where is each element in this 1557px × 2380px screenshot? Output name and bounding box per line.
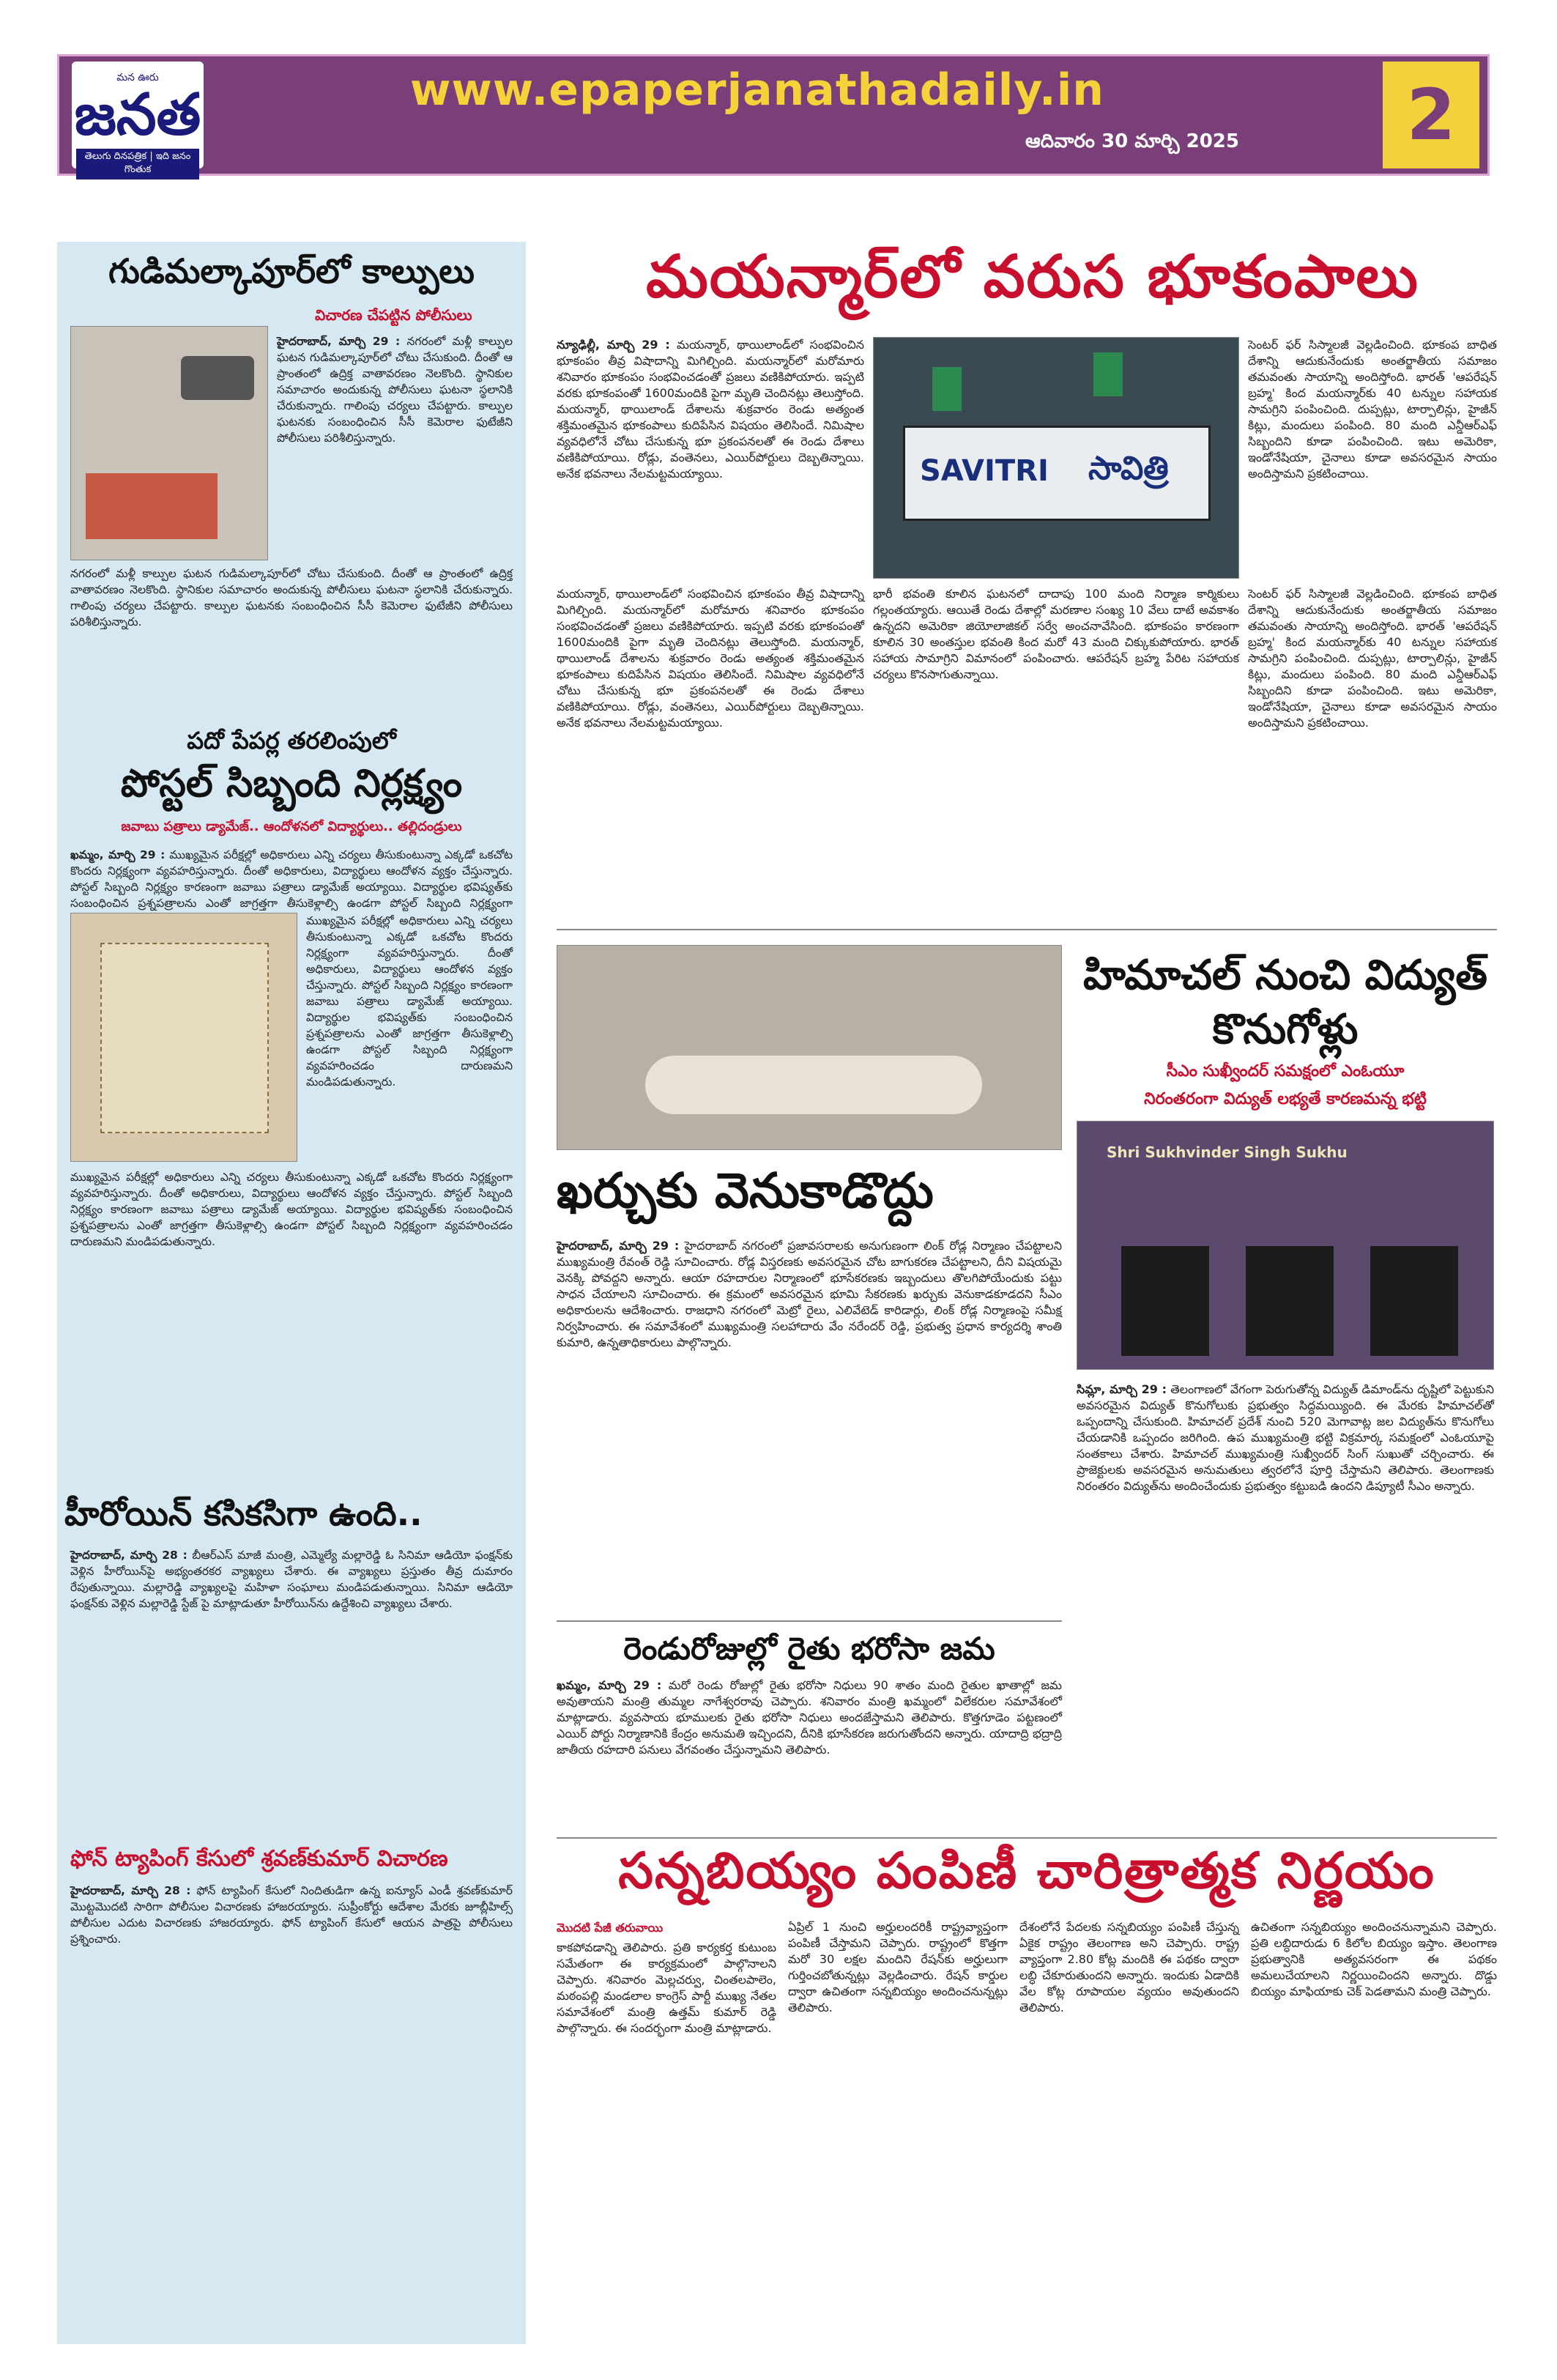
rice-kicker: మొదటి పేజీ తరువాయి [557, 1921, 664, 1935]
story1-body-top: హైదరాబాద్, మార్చి 29 : నగరంలో మళ్లీ కాల్పుల ఘటన గుడిమల్కాపూర్‌లో చోటు చేసుకుంది. దీంతో ఆ ప్రాంతంలో ఉద్రిక్త వాతావరణం నెలకొంది. స్థానికుల సమాచారం అందుకున్న పోలీసులు ఘటనా స్థలానికి చేరుకున్నారు. గాలింపు చర్యలు చేపట్టారు. కాల్పుల ఘటనకు సంబంధించిన సీసీ కెమెరాల ఫుటేజీని పోలీసులు పరిశీలిస్తున్నారు. [277, 335, 513, 445]
himachal-sub1: సీఎం సుఖ్వీందర్ సమక్షంలో ఎంఓయూ [1166, 1062, 1405, 1080]
himachal-body: సిమ్లా, మార్చి 29 : తెలంగాణలో వేగంగా పెరుగుతోన్న విద్యుత్ డిమాండ్‌ను దృష్టిలో పెట్టుకుని అవసరమైన విద్యుత్ కొనుగోలుకు ప్రభుత్వం సిద్ధమయ్యింది. ఈ మేరకు హిమాచల్‌తో ఒప్పందాన్ని చేసుకుంది. హిమాచల్ ప్రదేశ్ నుంచి 520 మెగావాట్ల జల విద్యుత్‌ను కొనుగోలు చేయడానికి ఒప్పందం జరిగింది. ఉప ముఖ్యమంత్రి భట్టి విక్రమార్క సమక్షంలో ఎంఓయూపై సంతకాలు చేశారు. హిమాచల్ ముఖ్యమంత్రి సుఖ్వీందర్ సింగ్ సుఖుతో చర్చించారు. ఈ ప్రాజెక్టులకు అవసరమైన అనుమతులు త్వరలోనే పూర్తి చేస్తామని తెలిపారు. తెలంగాణకు నిరంతరం విద్యుత్‌ను అందించేందుకు ప్రభుత్వం కట్టుబడి ఉందని డిప్యూటీ సీఎం అన్నారు. [1077, 1382, 1494, 1493]
ship-name-te: సావిత్రి [1088, 450, 1169, 487]
myanmar-col2: భారీ భవంతి కూలిన ఘటనలో దాదాపు 100 మంది నిర్మాణ కార్మికులు గల్లంతయ్యారు. ఆయితే రెండు దేశాల్లో మరణాల సంఖ్య 10 వేలు దాటే అవకాశం ఉన్నదని అమెరికా జియోలాజికల్ సర్వే అంచనావేసింది. భూకంపం కారణంగా కూలిన 30 అంతస్తుల భవంతి కింద మరో 43 మంది చిక్కుకుపోయారు. భారత్ సహాయ సామాగ్రిని విమానంలో పంపించారు. ఆపరేషన్ బ్రహ్మ పేరిట సహాయక చర్యలు కొనసాగుతున్నాయి. [873, 587, 1239, 681]
gun-shape [181, 356, 254, 400]
story2-lead: ఖమ్మం, మార్చి 29 : ముఖ్యమైన పరీక్షల్లో అధికారులు ఎన్ని చర్యలు తీసుకుంటున్నా ఎక్కడో ఒకచోట కొందరు నిర్లక్ష్యంగా వ్యవహరిస్తున్నారు. దీంతో అధికారులు, విద్యార్థులు ఆందోళన వ్యక్తం చేస్తున్నారు. పోస్టల్ సిబ్బంది నిర్లక్ష్యం కారణంగా జవాబు పత్రాలు డ్యామేజ్ అయ్యాయి. విద్యార్థుల భవిష్యత్‌కు సంబంధించిన ప్రశ్నపత్రాలను ఎంతో జాగ్రత్తగా తీసుకెళ్లాల్సి ఉండగా పోస్టల్ సిబ్బంది నిర్లక్ష్యంగా [70, 848, 513, 910]
logo-name: జనత [74, 81, 201, 148]
meeting-table [645, 1056, 982, 1114]
rice-col1: కాకపోవడాన్ని తెలిపారు. ప్రతి కార్యకర్త కుటుంబ సమేతంగా ఈ కార్యక్రమంలో పాల్గొనాలని చెప్పారు. శనివారం మెల్లచర్వు, చింతలపాలెం, మఠంపల్లి మండలాల కాంగ్రెస్ పార్టీ ముఖ్య నేతల సమావేశంలో మంత్రి ఉత్తమ్ కుమార్ రెడ్డి పాల్గొన్నారు. ఈ సందర్భంగా మంత్రి మాట్లాడారు. [557, 1940, 776, 2035]
story3-body: హైదరాబాద్, మార్చి 28 : బీఆర్‌ఎస్ మాజీ మంత్రి, ఎమ్మెల్యే మల్లారెడ్డి ఓ సినిమా ఆడియో ఫంక్షన్‌కు వెళ్లిన హీరోయిన్‌పై అభ్యంతరకర వ్యాఖ్యలు చేశారు. ఈ వ్యాఖ్యలు ప్రస్తుతం తీవ్ర దుమారం రేపుతున్నాయి. మల్లారెడ్డి వ్యాఖ్యలపై మహిళా సంఘాలు మండిపడుతున్నాయి. సినిమా ఆడియో ఫంక్షన్‌కు వెళ్లిన మల్లారెడ్డి స్టేజ్ పై మాట్లాడుతూ హీరోయిన్‌ను ఉద్దేశించి వ్యాఖ్యలు చేశారు. [70, 1549, 513, 1610]
rice-col2: ఏప్రిల్ 1 నుంచి అర్హులందరికీ రాష్ట్రవ్యాప్తంగా పంపిణీ చేస్తామని చెప్పారు. రాష్ట్రంలో కొత్తగా మరో 30 లక్షల మందిని రేషన్‌కు అర్హులుగా గుర్తించబోతున్నట్లు వెల్లడించారు. రేషన్ కార్డుల ద్వారా ఉచితంగా సన్నబియ్యం అందించనున్నట్లు తెలిపారు. [788, 1920, 1008, 2014]
story1-body: నగరంలో మళ్లీ కాల్పుల ఘటన గుడిమల్కాపూర్‌లో చోటు చేసుకుంది. దీంతో ఆ ప్రాంతంలో ఉద్రిక్త వాతావరణం నెలకొంది. స్థానికుల సమాచారం అందుకున్న పోలీసులు ఘటనా స్థలానికి చేరుకున్నారు. గాలింపు చర్యలు చేపట్టారు. కాల్పుల ఘటనకు సంబంధించిన సీసీ కెమెరాల ఫుటేజీని పోలీసులు పరిశీలిస్తున్నారు. [70, 567, 513, 629]
divider [557, 929, 1497, 930]
myanmar-col3: సెంటర్ ఫర్ సిస్మాలజీ వెల్లడించింది. భూకంప బాధిత దేశాన్ని ఆదుకునేందుకు అంతర్జాతీయ సమాజం తమవంతు సాయాన్ని అందిస్తోంది. భారత్ 'ఆపరేషన్ బ్రహ్మ' కింద మయన్మార్‌కు 40 టన్నుల సహాయక సామగ్రిని పంపించింది. దుప్పట్లు, టార్పాలిన్లు, హైజీన్ కిట్లు, మందులు పంపింది. 80 మంది ఎన్డీఆర్ఎఫ్ సిబ్బందిని కూడా పంపించింది. ఇటు అమెరికా, ఇండోనేషియా, చైనాలు కూడా అవసరమైన సాయం అందిస్తామని ప్రకటించాయి. [1248, 587, 1497, 730]
story2-headline: పోస్టల్ సిబ్బంది నిర్లక్ష్యం [120, 762, 463, 806]
mou-folder [1370, 1246, 1458, 1356]
meeting-body: హైదరాబాద్, మార్చి 29 : హైదరాబాద్ నగరంలో ప్రజావసరాలకు అనుగుణంగా లింక్ రోడ్ల నిర్మాణం చేపట్టాలని ముఖ్యమంత్రి రేవంత్ రెడ్డి సూచించారు. రోడ్ల విస్తరణకు అవసరమైన చోట బాగుకరణ చేపట్టాలని, దీని విషయమై వెనక్కి పోవద్దని అన్నారు. ఆయా రహదారుల నిర్మాణంలో భూసేకరణకు ఇబ్బందులు తొలగిపోయేందుకు పట్టు సాధన చేయాలని సూచించారు. ఈ క్రమంలో అవసరమైన భూమి సేకరణకు ఖర్చుకు వెనుకాడకూడదని సీఎం అధికారులను ఆదేశించారు. రాజధాని నగరంలో మెట్రో రైలు, ఎలివేటెడ్ కారిడార్లు, లింక్ రోడ్ల నిర్మాణంపై సమీక్ష నిర్వహించారు. ఈ సమావేశంలో ముఖ్యమంత్రి సలహాదారు వేం నరేందర్ రెడ్డి, ప్రభుత్వ ప్రధాన కార్యదర్శి శాంతి కుమారి, ఉన్నతాధికారులు పాల్గొన్నారు. [557, 1239, 1062, 1349]
cloth-shape [86, 473, 218, 539]
story2-body-side: ముఖ్యమైన పరీక్షల్లో అధికారులు ఎన్ని చర్యలు తీసుకుంటున్నా ఎక్కడో ఒకచోట కొందరు నిర్లక్ష్యంగా వ్యవహరిస్తున్నారు. దీంతో అధికారులు, విద్యార్థులు ఆందోళన వ్యక్తం చేస్తున్నారు. పోస్టల్ సిబ్బంది నిర్లక్ష్యం కారణంగా జవాబు పత్రాలు డ్యామేజ్ అయ్యాయి. విద్యార్థుల భవిష్యత్‌కు సంబంధించిన ప్రశ్నపత్రాలను ఎంతో జాగ్రత్తగా తీసుకెళ్లాల్సి ఉండగా పోస్టల్ సిబ్బంది నిర్లక్ష్యంగా వ్యవహరించడం దారుణమని మండిపడుతున్నారు. [306, 914, 513, 1089]
divider [557, 1837, 1497, 1839]
parcel-shape [100, 943, 269, 1133]
mou-folder [1246, 1246, 1334, 1356]
rice-col3: దేశంలోనే పేదలకు సన్నబియ్యం పంపిణీ చేస్తున్న ఏకైక రాష్ట్రం తెలంగాణ అని చెప్పారు. రాష్ట్ర వ్యాప్తంగా 2.80 కోట్ల మందికి ఈ పథకం ద్వారా లబ్ధి చేకూరుతుందని అన్నారు. ఇందుకు ఏడాదికి వేల కోట్ల రూపాయల వ్యయం అవుతుందని తెలిపారు. [1019, 1920, 1239, 2014]
myanmar-col1-top: న్యూఢిల్లీ, మార్చి 29 : మయన్మార్, థాయిలాండ్‌లో సంభవించిన భూకంపం తీవ్ర విషాదాన్ని మిగిల్చింది. మయన్మార్‌లో మరోమారు శనివారం భూకంపం సంభవించడంతో ప్రజలు వణికిపోయారు. ఇప్పటి వరకు భూకంపంతో 1600మందికి పైగా మృతి చెందినట్లు తెలుస్తోంది. మయన్మార్, థాయిలాండ్ దేశాలను శుక్రవారం రెండు అత్యంత శక్తిమంతమైన భూకంపాలు కుదిపేసిన విషయం తెలిసిందే. నిమిషాల వ్యవధిలోనే చోటు చేసుకున్న భూ ప్రకంపనలతో ఈ రెండు దేశాలు వణికిపోయాయి. రోడ్లు, వంతెనలు, ఎయిర్‌పోర్టులు దెబ్బతిన్నాయి. అనేక భవనాలు నేలమట్టమయ్యాయి. [557, 338, 864, 481]
myanmar-headline: మయన్మార్‌లో వరుస భూకంపాలు [646, 242, 1419, 311]
cargo-box [932, 367, 962, 411]
himachal-banner-text: Shri Sukhvinder Singh Sukhu [1107, 1143, 1348, 1161]
story4-body: హైదరాబాద్, మార్చి 28 : ఫోన్ ట్యాపింగ్ కేసులో నిందితుడిగా ఉన్న ఐన్యూస్ ఎండీ శ్రవణ్‌కుమార్ మొట్టమొదటి సారిగా పోలీసుల విచారణకు హాజరయ్యారు. సుప్రీంకోర్టు ఆదేశాల మేరకు జూబ్లీహిల్స్ పోలీసుల ఎదుట విచారణకు హాజరయ్యారు. ఫోన్ ట్యాపింగ్ కేసులో ఆయన పాత్రపై పోలీసులు ప్రశ్నించారు. [70, 1884, 513, 1946]
ship-hull [903, 426, 1211, 521]
ship-name-en: SAVITRI [920, 454, 1049, 488]
issue-date: ఆదివారం 30 మార్చి 2025 [1025, 130, 1239, 152]
story2-photo [70, 913, 297, 1162]
logo-top-text: మన ఊరు [116, 72, 159, 84]
rythu-body: ఖమ్మం, మార్చి 29 : మరో రెండు రోజుల్లో రైతు భరోసా నిధులు 90 శాతం మంది రైతుల ఖాతాల్లో జమ అవుతాయని మంత్రి తుమ్మల నాగేశ్వరరావు చెప్పారు. శనివారం మంత్రి ఖమ్మంలో విలేకరుల సమావేశంలో మాట్లాడారు. వ్యవసాయ భూములకు రైతు భరోసా నిధులు అందజేస్తామని తెలిపారు. కొత్తగూడెం పట్టణంలో ఎయిర్ పోర్టు నిర్మాణానికి కేంద్రం అనుమతి ఇచ్చిందని, దీనికి భూసేకరణ జరుగుతోందని అన్నారు. యాదాద్రి భద్రాద్రి జాతీయ రహదారి పనులు వేగవంతం చేస్తున్నామని తెలిపారు. [557, 1678, 1062, 1757]
rice-col4: ఉచితంగా సన్నబియ్యం అందించనున్నామని చెప్పారు. ప్రతి లబ్ధిదారుడు 6 కిలోల బియ్యం ఇస్తాం. తెలంగాణ ప్రభుత్వానికి అత్యవసరంగా ఈ పథకం అమలుచేయాలని నిర్ణయించిందని అన్నారు. దొడ్డు బియ్యం మాఫియాకు చెక్ పెడతామని మంత్రి చెప్పారు. [1251, 1920, 1497, 1998]
meeting-photo [557, 945, 1062, 1150]
meeting-headline: ఖర్చుకు వెనుకాడొద్దు [557, 1162, 934, 1219]
page-number: 2 [1383, 62, 1479, 168]
story2-subhead: జవాబు పత్రాలు డ్యామేజ్.. ఆందోళనలో విద్యార్థులు.. తల్లిదండ్రులు [121, 819, 462, 834]
newspaper-logo[interactable] [72, 62, 204, 175]
himachal-sub2: నిరంతరంగా విద్యుత్ లభ్యతే కారణమన్న భట్టి [1144, 1090, 1427, 1108]
rice-headline: సన్నబియ్యం పంపిణీ చారిత్రాత్మక నిర్ణయం [618, 1842, 1435, 1900]
story2-body: ముఖ్యమైన పరీక్షల్లో అధికారులు ఎన్ని చర్యలు తీసుకుంటున్నా ఎక్కడో ఒకచోట కొందరు నిర్లక్ష్యంగా వ్యవహరిస్తున్నారు. దీంతో అధికారులు, విద్యార్థులు ఆందోళన వ్యక్తం చేస్తున్నారు. పోస్టల్ సిబ్బంది నిర్లక్ష్యం కారణంగా జవాబు పత్రాలు డ్యామేజ్ అయ్యాయి. విద్యార్థుల భవిష్యత్‌కు సంబంధించిన ప్రశ్నపత్రాలను ఎంతో జాగ్రత్తగా తీసుకెళ్లాల్సి ఉండగా పోస్టల్ సిబ్బంది నిర్లక్ష్యంగా వ్యవహరించడం దారుణమని మండిపడుతున్నారు. [70, 1171, 513, 1248]
divider [557, 1620, 1062, 1622]
myanmar-col3-top: సెంటర్ ఫర్ సిస్మాలజీ వెల్లడించింది. భూకంప బాధిత దేశాన్ని ఆదుకునేందుకు అంతర్జాతీయ సమాజం తమవంతు సాయాన్ని అందిస్తోంది. భారత్ 'ఆపరేషన్ బ్రహ్మ' కింద మయన్మార్‌కు 40 టన్నుల సహాయక సామగ్రిని పంపించింది. దుప్పట్లు, టార్పాలిన్లు, హైజీన్ కిట్లు, మందులు పంపింది. 80 మంది ఎన్డీఆర్ఎఫ్ సిబ్బందిని కూడా పంపించింది. ఇటు అమెరికా, ఇండోనేషియా, చైనాలు కూడా అవసరమైన సాయం అందిస్తామని ప్రకటించాయి. [1248, 338, 1497, 481]
himachal-photo [1077, 1121, 1494, 1370]
story2-kicker: పదో పేపర్ల తరలింపులో [187, 727, 396, 755]
myanmar-col1: మయన్మార్, థాయిలాండ్‌లో సంభవించిన భూకంపం తీవ్ర విషాదాన్ని మిగిల్చింది. మయన్మార్‌లో మరోమారు శనివారం భూకంపం సంభవించడంతో ప్రజలు వణికిపోయారు. ఇప్పటి వరకు భూకంపంతో 1600మందికి పైగా మృతి చెందినట్లు తెలుస్తోంది. మయన్మార్, థాయిలాండ్ దేశాలను శుక్రవారం రెండు అత్యంత శక్తిమంతమైన భూకంపాలు కుదిపేసిన విషయం తెలిసిందే. నిమిషాల వ్యవధిలోనే చోటు చేసుకున్న భూ ప్రకంపనలతో ఈ రెండు దేశాలు వణికిపోయాయి. రోడ్లు, వంతెనలు, ఎయిర్‌పోర్టులు దెబ్బతిన్నాయి. అనేక భవనాలు నేలమట్టమయ్యాయి. [557, 587, 864, 730]
rythu-headline: రెండురోజుల్లో రైతు భరోసా జమ [623, 1631, 995, 1667]
mou-folder [1121, 1246, 1209, 1356]
logo-tagline: తెలుగు దినపత్రిక | ఇది జనం గొంతుక [76, 149, 199, 179]
myanmar-ship-photo [873, 337, 1239, 579]
cargo-box [1093, 352, 1123, 396]
story1-subhead: విచారణ చేపట్టిన పోలీసులు [315, 306, 472, 324]
story3-headline: హీరోయిన్ కసికసిగా ఉంది.. [64, 1494, 423, 1533]
site-url[interactable]: www.epaperjanathadaily.in [410, 64, 1104, 116]
story4-headline: ఫోన్ ట్యాపింగ్ కేసులో శ్రవణ్‌కుమార్ విచారణ [70, 1846, 448, 1872]
himachal-headline: హిమాచల్ నుంచి విద్యుత్ కొనుగోళ్లు [1083, 951, 1487, 1053]
story1-photo [70, 326, 268, 560]
story1-headline: గుడిమల్కాపూర్‌లో కాల్పులు [108, 251, 475, 291]
